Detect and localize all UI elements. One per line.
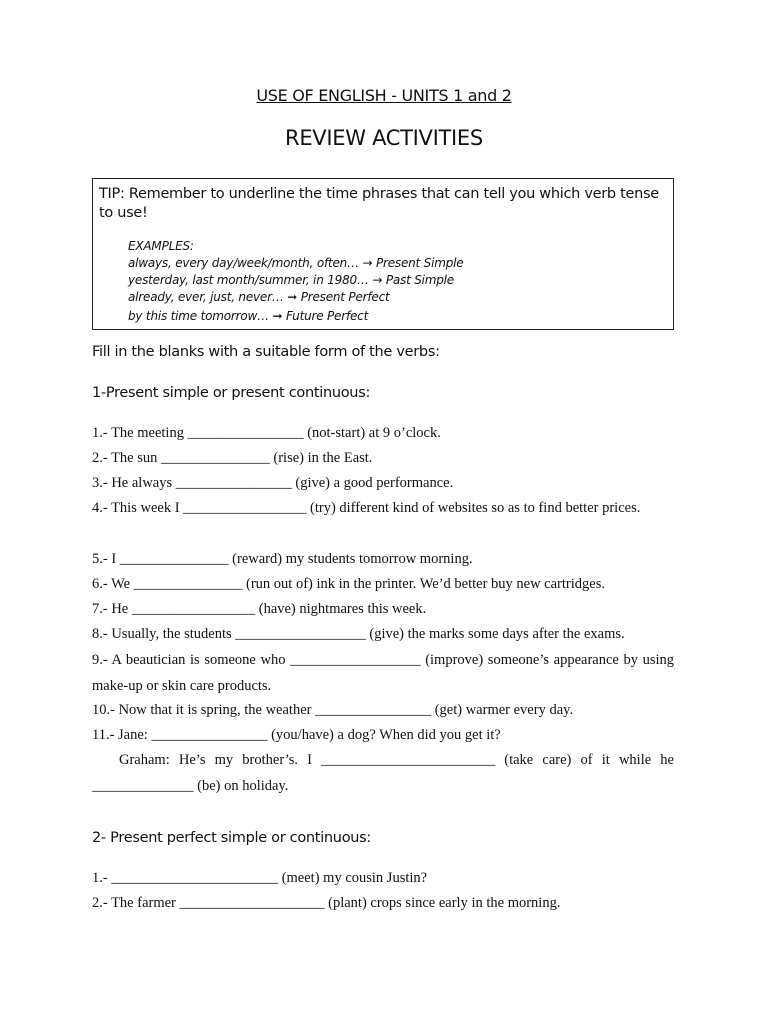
page-title: USE OF ENGLISH - UNITS 1 and 2 xyxy=(256,86,512,105)
example-line: always, every day/week/month, often… → Present Simple xyxy=(128,256,464,270)
tip-text: TIP: Remember to underline the time phrases that can tell you which verb tense to use! xyxy=(99,186,659,221)
exercise-item: 8.- Usually, the students __________________ (give) the marks some days after the exams. xyxy=(92,626,625,642)
exercise-item: 11.- Jane: ________________ (you/have) a dog? When did you get it? xyxy=(92,727,501,743)
exercise-item: 3.- He always ________________ (give) a good performance. xyxy=(92,475,454,491)
section2-heading: 2- Present perfect simple or continuous: xyxy=(92,830,371,846)
page-subtitle: REVIEW ACTIVITIES xyxy=(285,126,483,150)
tip-box xyxy=(92,178,674,330)
exercise-item: Graham: He’s my brother’s. I ________________________ (take care) of it while he ______________ (be) on holiday. xyxy=(92,752,674,794)
instruction: Fill in the blanks with a suitable form of the verbs: xyxy=(92,344,440,360)
exercise-item: 1.- _______________________ (meet) my cousin Justin? xyxy=(92,870,428,886)
exercise-item: 1.- The meeting ________________ (not-start) at 9 o’clock. xyxy=(92,425,441,441)
example-line: yesterday, last month/summer, in 1980… → Past Simple xyxy=(128,273,454,287)
example-line: already, ever, just, never… ➞ Present Perfect xyxy=(128,290,390,304)
exercise-item: 5.- I _______________ (reward) my students tomorrow morning. xyxy=(92,551,473,567)
exercise-item: 4.- This week I _________________ (try) different kind of websites so as to find better prices. xyxy=(92,500,641,516)
exercise-item: 7.- He _________________ (have) nightmares this week. xyxy=(92,601,427,617)
exercise-item: 2.- The sun _______________ (rise) in the East. xyxy=(92,450,373,466)
exercise-item: 10.- Now that it is spring, the weather ________________ (get) warmer every day. xyxy=(92,702,574,718)
section1-heading: 1-Present simple or present continuous: xyxy=(92,385,371,401)
exercise-item: 6.- We _______________ (run out of) ink in the printer. We’d better buy new cartridges. xyxy=(92,576,605,592)
exercise-item: 2.- The farmer ____________________ (plant) crops since early in the morning. xyxy=(92,895,561,911)
exercise-item: 9.- A beautician is someone who __________________ (improve) someone’s appearance by using make-up or skin care products. xyxy=(92,652,674,694)
example-line: by this time tomorrow… ➞ Future Perfect xyxy=(128,309,369,323)
examples-label: EXAMPLES: xyxy=(128,239,194,253)
